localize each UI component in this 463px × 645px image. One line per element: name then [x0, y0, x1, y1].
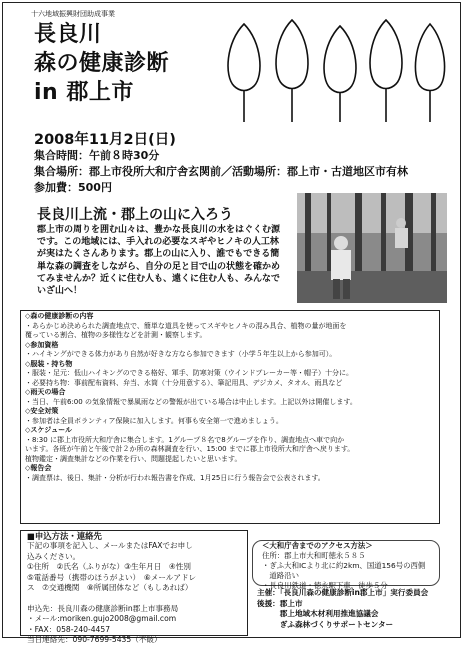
details-heading: ◇参加資格: [25, 340, 59, 349]
apply-line: ①住所 ②氏名（ふりがな）③生年月日 ④性別: [27, 562, 191, 572]
meeting-place: 集合場所：郡上市役所大和庁舎玄関前／活動場所：郡上市・古道地区市有林: [34, 165, 408, 178]
details-heading: ◇報告会: [25, 464, 52, 472]
details-line: ・参加者は全員ボランティア保険に加入します。何事も安全第一で進めましょう。: [25, 416, 283, 425]
details-line: ・必要持ち物：事前配布資料、弁当、水筒（十分用意する）、筆記用具、デジカメ、タオル、雨具など: [25, 378, 343, 387]
apply-line: ス ⑦交通機関 ⑧所属団体など（もしあれば）: [27, 583, 193, 593]
details-heading: ◇スケジュール: [25, 426, 72, 434]
details-line: ・服装・足元：低山ハイキングのできる格好、軍手、防寒対策（ウインドブレーカー等・帽子）十分に。: [25, 369, 353, 377]
access-line: ・長良川鉄道・徳永駅下車、徒歩５分: [262, 581, 388, 590]
forest-photo: [297, 193, 447, 303]
details-line: ・当日、午前6:00 の気象情報で暴風雨などの警報が出ている場合は中止します。上記以外は開催します。: [25, 397, 357, 406]
access-line: ・ぎふ大和ICより北に約2km、国道156号の西側: [262, 561, 426, 570]
details-line: 植物鑑定・調査集計などの作業を行い、問題提起したいと思います。: [25, 454, 242, 463]
event-date: 2008年11月2日(日): [34, 132, 176, 148]
details-line: います。各班が午前と午後で計２か所の森林調査を行い、15:00 までに郡上市役所大和庁舎へ戻ります。: [25, 445, 355, 453]
details-line: 覆っている割合、植物の多様性などを計測・観察します。: [25, 331, 207, 339]
tree-illustration: [222, 18, 450, 124]
access-section: [262, 541, 438, 591]
details-line: ・調査票は、後日、集計・分析が行われ報告書を作成、1月25日に行う報告会で公表されます。: [25, 473, 325, 482]
application-section: [27, 531, 245, 645]
apply-line: ⑤電話番号（携帯のほうがよい） ⑥メールアドレ: [27, 572, 197, 582]
apply-line: ・メール:moriken.gujo2008@gmail.com: [27, 614, 177, 624]
organizer-section: [257, 588, 439, 630]
meeting-time: 集合時間：午前８時30分: [34, 149, 160, 162]
participation-fee: 参加費：500円: [34, 181, 112, 194]
title-line-1: 長良川: [34, 22, 102, 47]
apply-line: 下記の事項を記入し、メールまたはFAXでお申し: [27, 541, 193, 551]
details-line: ・あらかじめ決められた調査地点で、簡単な道具を使ってスギやヒノキの混み具合、植物の量が地面を: [25, 321, 347, 330]
details-section: [25, 312, 437, 483]
apply-line: 込みください。: [27, 551, 81, 561]
organizer-line: ぎふ森林づくりサポートセンター: [257, 619, 394, 629]
details-heading: ◇服装・持ち物: [25, 359, 73, 368]
apply-line: 申込先：長良川森の健康診断in郡上市事務局: [27, 603, 179, 613]
organizer-line: 後援：郡上市: [257, 598, 303, 608]
title-line-2: 森の健康診断: [34, 51, 170, 76]
details-heading: ◇森の健康診断の内容: [25, 312, 94, 320]
grant-label: 十六地域振興財団助成事業: [31, 10, 115, 18]
details-heading: ◇安全対策: [25, 407, 59, 415]
intro-headline: 長良川上流・郡上の山に入ろう: [37, 207, 233, 223]
apply-heading: ■申込方法・連絡先: [27, 531, 102, 541]
details-heading: ◇雨天の場合: [25, 388, 66, 396]
organizer-line: 郡上地域木材利用推進協議会: [257, 609, 379, 619]
apply-line: ・FAX：058-240-4457: [27, 624, 111, 634]
intro-text: 郡上市の周りを囲む山々は、豊かな長良川の水をはぐくむ源です。この地域には、手入れの必要なスギやヒノキの人工林が実はたくさんあります。郡上の山に入り、誰でもできる簡単な森の調査をしながら、自分の足と目で山の状態を確かめてみませんか？近くに住む人も、遠くに住む人も、みんなでいざ山へ！: [37, 225, 281, 297]
access-heading: ＜大和庁舎までのアクセス方法＞: [262, 541, 373, 550]
organizer-line: 主催：「長良川森の健康診断in郡上市」実行委員会: [257, 588, 429, 597]
apply-line: 当日連絡先：090-7699-5435（不破）: [27, 635, 162, 645]
title-line-3: in 郡上市: [34, 80, 134, 105]
apply-line: [27, 593, 245, 603]
access-line: 道路沿い: [262, 571, 299, 580]
details-line: ・8:30 に郡上市役所大和庁舎に集合します。1グループ８名で8グループを作り、調査地点へ車で向か: [25, 435, 345, 444]
access-line: 住所：郡上市大和町徳永５８５: [262, 551, 366, 560]
details-line: ・ハイキングができる体力があり自然が好きな方なら参加できます（小学５年生以上から参加可）。: [25, 350, 337, 358]
